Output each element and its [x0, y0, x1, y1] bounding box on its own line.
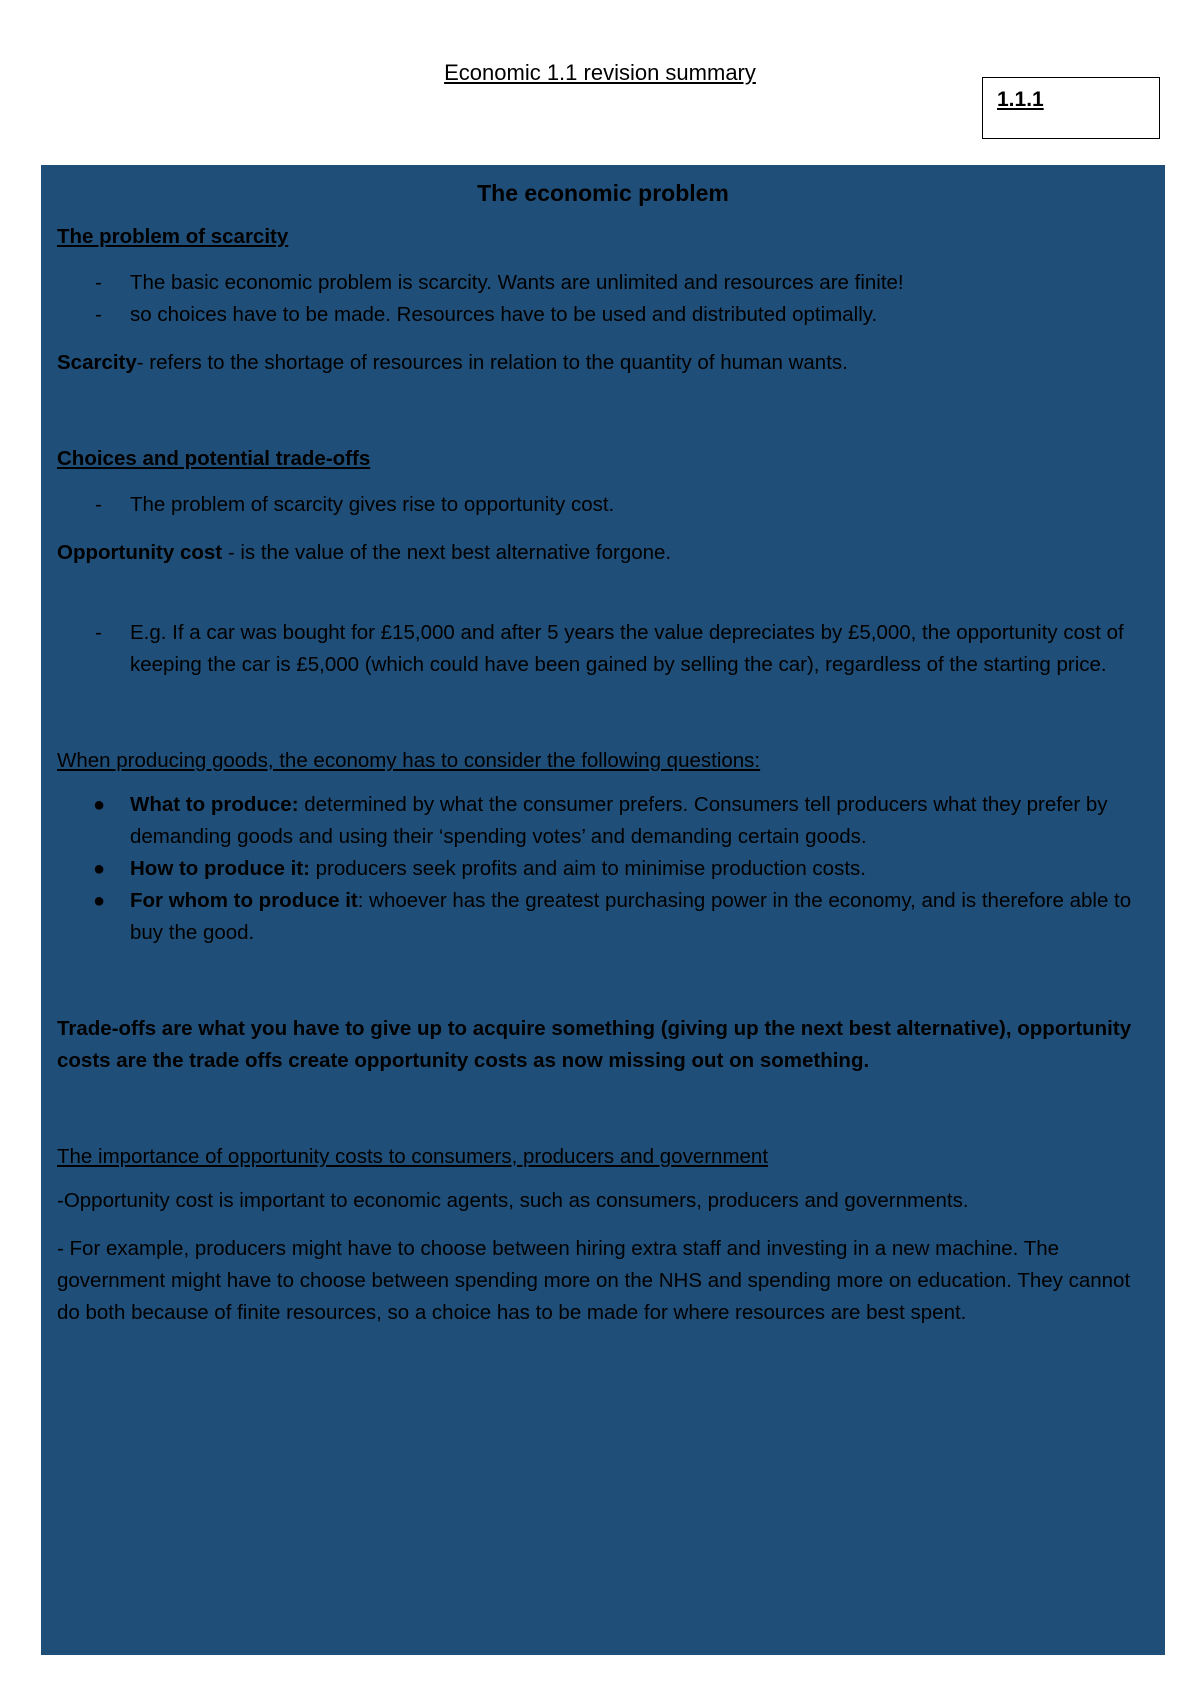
list-item — [57, 267, 1149, 299]
tradeoffs-text: Trade-offs are what you have to give up to acquire something (giving up the next best alternative), opportunity costs are the trade offs create opportunity costs as now missing out on something. — [57, 1017, 1132, 1072]
dash-marker: - — [95, 493, 102, 516]
panel-heading: The economic problem — [477, 180, 729, 206]
scarcity-definition — [57, 347, 1149, 379]
list-item — [57, 489, 1149, 521]
opportunity-cost-definition — [57, 537, 1149, 569]
definition-term: Scarcity — [57, 351, 137, 374]
bullet-marker: ● — [93, 794, 106, 816]
tradeoffs-statement — [57, 1013, 1149, 1077]
definition-text: - refers to the shortage of resources in relation to the quantity of human wants. — [136, 351, 848, 374]
section-code: 1.1.1 — [997, 88, 1044, 111]
dash-marker: - — [95, 303, 102, 326]
question-text: producers seek profits and aim to minimise production costs. — [309, 857, 866, 880]
question-text: : whoever has the greatest purchasing power in the economy, and is therefore able to buy the good. — [130, 889, 1132, 944]
questions-list — [57, 789, 1149, 949]
dash-marker: - — [95, 271, 102, 294]
example-list — [57, 617, 1149, 681]
content-panel — [41, 165, 1165, 1655]
list-item — [57, 885, 1149, 949]
question-term: How to produce it: — [130, 857, 310, 880]
document-title: Economic 1.1 revision summary — [444, 60, 756, 85]
importance-paragraph: -Opportunity cost is important to economic agents, such as consumers, producers and governments. — [57, 1189, 969, 1212]
list-item-text: The basic economic problem is scarcity. Wants are unlimited and resources are finite! — [130, 271, 904, 294]
list-item — [57, 789, 1149, 853]
choices-list — [57, 489, 1149, 521]
questions-heading: When producing goods, the economy has to consider the following questions: — [57, 749, 761, 772]
scarcity-heading: The problem of scarcity — [57, 225, 289, 248]
definition-term: Opportunity cost — [57, 541, 223, 564]
scarcity-list — [57, 267, 1149, 331]
list-item-text: so choices have to be made. Resources have to be used and distributed optimally. — [130, 303, 878, 326]
example-text: E.g. If a car was bought for £15,000 and after 5 years the value depreciates by £5,000, the opportunity cost of keeping the car is £5,000 (which could have been gained by selling the car), regardless of the starting price. — [130, 621, 1124, 676]
importance-paragraph: - For example, producers might have to choose between hiring extra staff and investing in a new machine. The government might have to choose between spending more on the NHS and spending more on education. They cannot do both because of finite resources, so a choice has to be made for where resources are best spent. — [57, 1237, 1131, 1324]
list-item — [57, 617, 1149, 681]
question-term: What to produce: — [130, 793, 299, 816]
section-code-box — [982, 77, 1160, 139]
list-item — [57, 853, 1149, 885]
bullet-marker: ● — [93, 858, 106, 880]
definition-text: - is the value of the next best alternative forgone. — [222, 541, 672, 564]
importance-heading: The importance of opportunity costs to consumers, producers and government — [57, 1145, 769, 1168]
bullet-marker: ● — [93, 890, 106, 912]
list-item-text: The problem of scarcity gives rise to opportunity cost. — [130, 493, 615, 516]
question-term: For whom to produce it — [130, 889, 358, 912]
dash-marker: - — [95, 621, 102, 644]
list-item — [57, 299, 1149, 331]
question-text: determined by what the consumer prefers. Consumers tell producers what they prefer by demanding goods and using their ‘spending votes’ and demanding certain goods. — [130, 793, 1108, 848]
choices-heading: Choices and potential trade-offs — [57, 447, 371, 470]
